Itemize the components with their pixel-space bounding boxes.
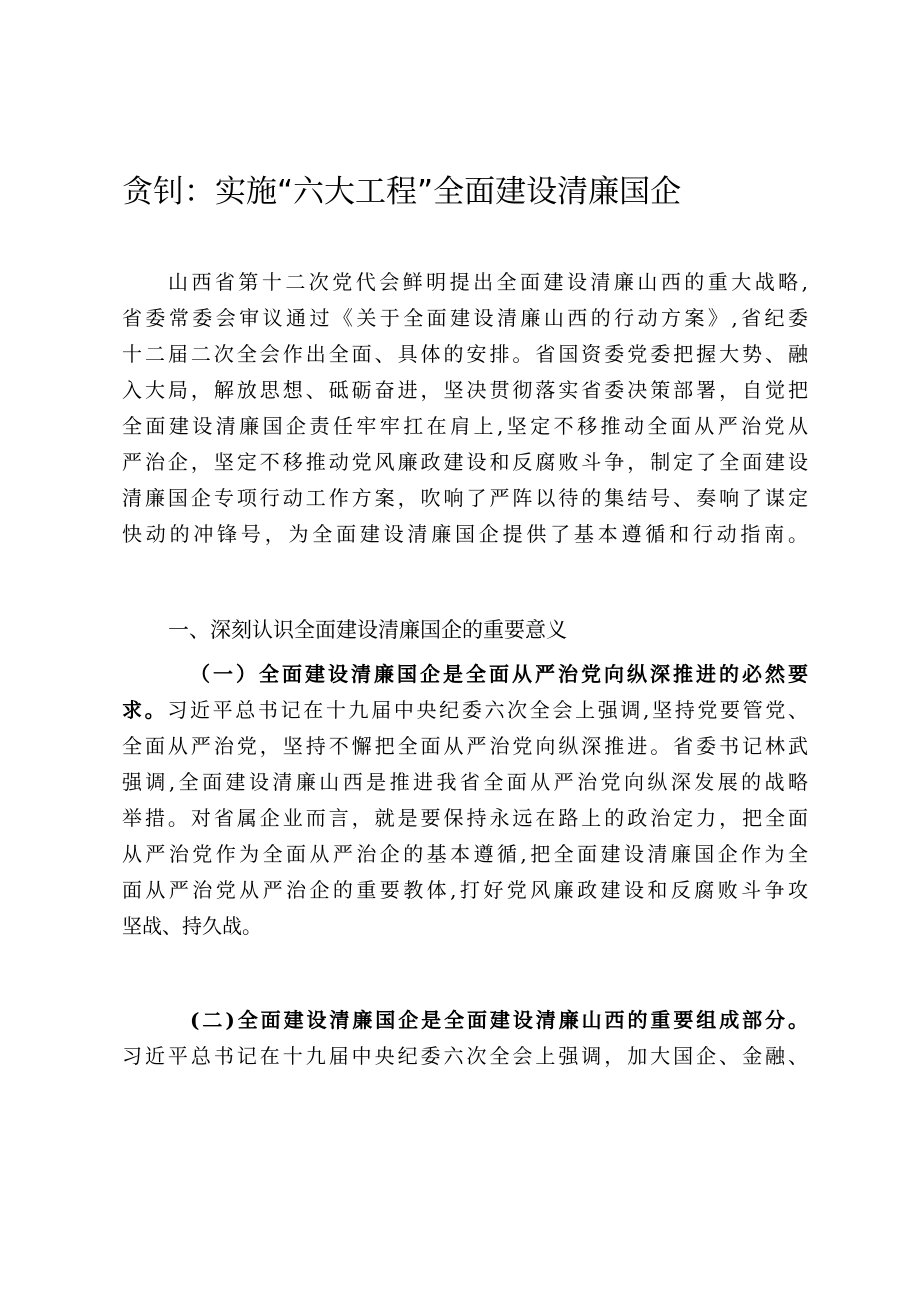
subheading-tail: 求。 [122, 698, 168, 722]
paragraph-line: 省委常委会审议通过《关于全面建设清廉山西的行动方案》,省纪委 [122, 306, 808, 330]
paragraph-section-2 [122, 1002, 808, 1074]
paragraph-line: 清廉国企专项行动工作方案，吹响了严阵以待的集结号、奏响了谋定 [122, 486, 808, 510]
document-title: 贪钊：实施“六大工程”全面建设清廉国企 [122, 174, 682, 210]
subheading-line: (二)全面建设清廉国企是全面建设清廉山西的重要组成部分。 [190, 1008, 808, 1032]
paragraph-line: 习近平总书记在十九届中央纪委六次全会上强调，加大国企、金融、 [122, 1044, 808, 1068]
paragraph-line: 坚战、持久战。 [122, 914, 262, 938]
paragraph-section-1 [122, 656, 808, 944]
paragraph-line: 严治企，坚定不移推动党风廉政建设和反腐败斗争，制定了全面建设 [122, 450, 808, 474]
paragraph-line [122, 692, 808, 728]
paragraph-line: 山西省第十二次党代会鲜明提出全面建设清廉山西的重大战略, [168, 270, 808, 294]
paragraph-line: 强调,全面建设清廉山西是推进我省全面从严治党向纵深发展的战略 [122, 770, 808, 794]
paragraph-line: 入大局，解放思想、砥砺奋进，坚决贯彻落实省委决策部署，自觉把 [122, 378, 808, 402]
paragraph-line-text: 习近平总书记在十九届中央纪委六次全会上强调,坚持党要管党、 [167, 698, 809, 722]
paragraph-line: 从严治党作为全面从严治企的基本遵循,把全面建设清廉国企作为全 [122, 842, 808, 866]
paragraph-line: 快动的冲锋号，为全面建设清廉国企提供了基本遵循和行动指南。 [122, 522, 808, 546]
paragraph-intro [122, 264, 808, 552]
paragraph-line: 举措。对省属企业而言，就是要保持永远在路上的政治定力，把全面 [122, 806, 808, 830]
section-heading: 一、深刻认识全面建设清廉国企的重要意义 [168, 618, 567, 642]
subheading-line: （一）全面建设清廉国企是全面从严治党向纵深推进的必然要 [190, 662, 808, 686]
paragraph-line: 全面建设清廉国企责任牢牢扛在肩上,坚定不移推动全面从严治党从 [122, 414, 808, 438]
paragraph-line: 十二届二次全会作出全面、具体的安排。省国资委党委把握大势、融 [122, 342, 808, 366]
paragraph-line: 全面从严治党，坚持不懈把全面从严治党向纵深推进。省委书记林武 [122, 734, 808, 758]
paragraph-line: 面从严治党从严治企的重要教体,打好党风廉政建设和反腐败斗争攻 [122, 878, 808, 902]
